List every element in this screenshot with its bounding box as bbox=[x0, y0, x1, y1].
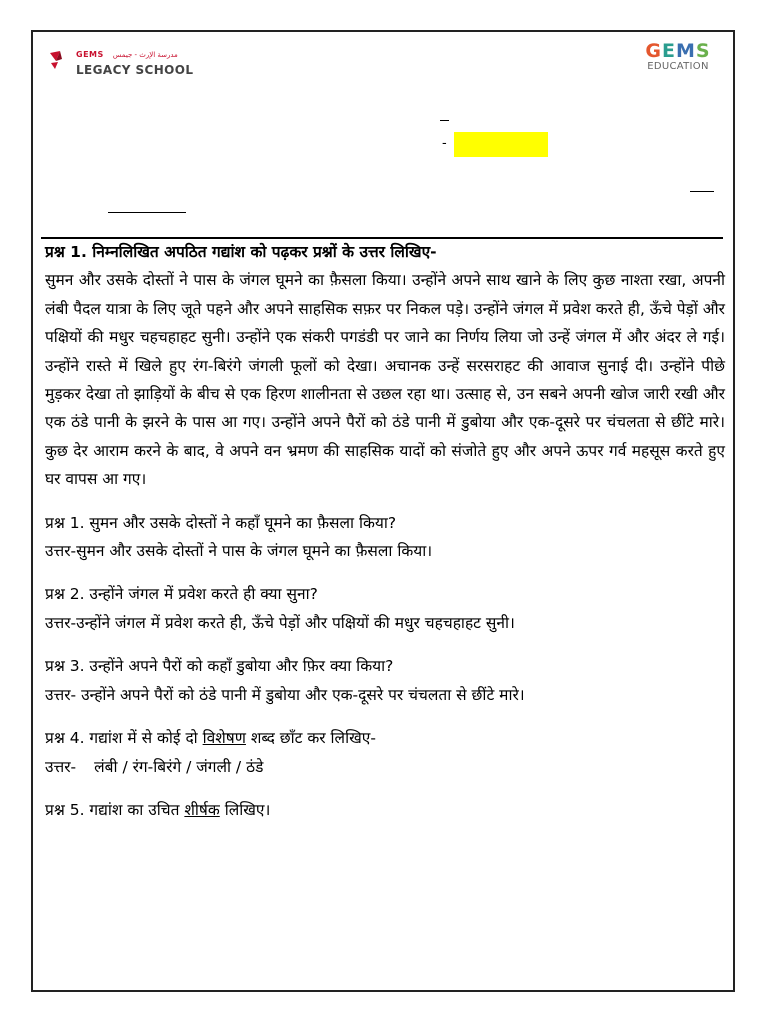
school-logo-gems: GEMS bbox=[76, 50, 104, 59]
question-3: प्रश्न 3. उन्होंने अपने पैरों को कहाँ डुबोया और फ़िर क्या किया? bbox=[45, 657, 394, 676]
question-4 bbox=[45, 724, 725, 752]
school-logo-name: LEGACY SCHOOL bbox=[76, 63, 194, 77]
question-4-text-end: शब्द छाँट कर लिखिए- bbox=[245, 729, 376, 748]
passage-text: सुमन और उसके दोस्तों ने पास के जंगल घूमने का फ़ैसला किया। उन्होंने अपने साथ खाने के लिए कुछ नाश्ता रखा, अपनी लंबी पैदल यात्रा के लिए जूते पहने और अपने साहसिक सफ़र पर निकल पड़े। उन्होंने जंगल में प्रवेश करते ही, ऊँचे पेड़ों और पक्षियों की मधुर चहचहाहट सुनी। उन्होंने एक संकरी पगडंडी पर जाने का निर्णय लिया जो उन्हें जंगल में और अंदर ले गई। उन्होंने रास्ते में खिले हुए रंग-बिरंगे जंगली फूलों को देखा। अचानक उन्हें सरसराहट की आवाज सुनाई दी। उन्होंने पीछे मुड़कर देखा तो झाड़ियों के बीच से एक हिरण शालीनता से उछल रहा था। उत्साह से, उन सबने अपनी खोज जारी रखी और एक ठंडे पानी के झरने के पास आ गए। उन्होंने अपने पैरों को ठंडे पानी में डुबोया और एक-दूसरे पर चंचलता से छींटे मारे। कुछ देर आराम करने के बाद, वे अपने वन भ्रमण की साहसिक यादों को संजोते हुए और अपने ऊपर गर्व महसूस करते हुए घर वापस आ गए। bbox=[45, 271, 725, 489]
answer-4-label: उत्तर- bbox=[45, 757, 77, 776]
answer-2: उत्तर-उन्होंने जंगल में प्रवेश करते ही, ऊँचे पेड़ों और पक्षियों की मधुर चहचहाहट सुनी। bbox=[45, 613, 515, 632]
question-4-text: प्रश्न 4. गद्यांश में से कोई दो bbox=[45, 729, 203, 748]
gems-education-wordmark: GEMS bbox=[645, 40, 711, 62]
passage-heading: प्रश्न 1. निम्नलिखित अपठित गद्यांश को पढ़कर प्रश्नों के उत्तर लिखिए- bbox=[45, 243, 437, 261]
question-5-text-end: लिखिए। bbox=[219, 800, 271, 819]
question-5-text: प्रश्न 5. गद्यांश का उचित bbox=[45, 800, 185, 819]
school-logo-mark-icon bbox=[48, 49, 70, 71]
highlighted-blank bbox=[454, 132, 548, 157]
worksheet-content bbox=[45, 238, 725, 824]
question-4-keyword: विशेषण bbox=[202, 729, 246, 748]
blank-line-right bbox=[690, 191, 714, 192]
question-5-keyword: शीर्षक bbox=[184, 800, 220, 819]
school-logo bbox=[48, 42, 193, 77]
gems-education-logo bbox=[640, 42, 716, 72]
answer-4 bbox=[45, 753, 725, 781]
school-logo-arabic: مدرسة الإرث - جيمس bbox=[112, 51, 178, 59]
question-2: प्रश्न 2. उन्होंने जंगल में प्रवेश करते ही क्या सुना? bbox=[45, 585, 318, 604]
answer-3: उत्तर- उन्होंने अपने पैरों को ठंडे पानी में डुबोया और एक-दूसरे पर चंचलता से छींटे मारे। bbox=[45, 685, 525, 704]
blank-line-left bbox=[108, 212, 186, 213]
question-1: प्रश्न 1. सुमन और उसके दोस्तों ने कहाँ घूमने का फ़ैसला किया? bbox=[45, 513, 397, 532]
question-5 bbox=[45, 796, 725, 824]
answer-4-value: लंबी / रंग-बिरंगे / जंगली / ठंडे bbox=[94, 757, 264, 776]
dash-separator: - bbox=[442, 136, 447, 151]
blank-line-name bbox=[440, 120, 449, 121]
gems-education-label: EDUCATION bbox=[647, 61, 709, 72]
answer-1: उत्तर-सुमन और उसके दोस्तों ने पास के जंगल घूमने का फ़ैसला किया। bbox=[45, 542, 433, 561]
